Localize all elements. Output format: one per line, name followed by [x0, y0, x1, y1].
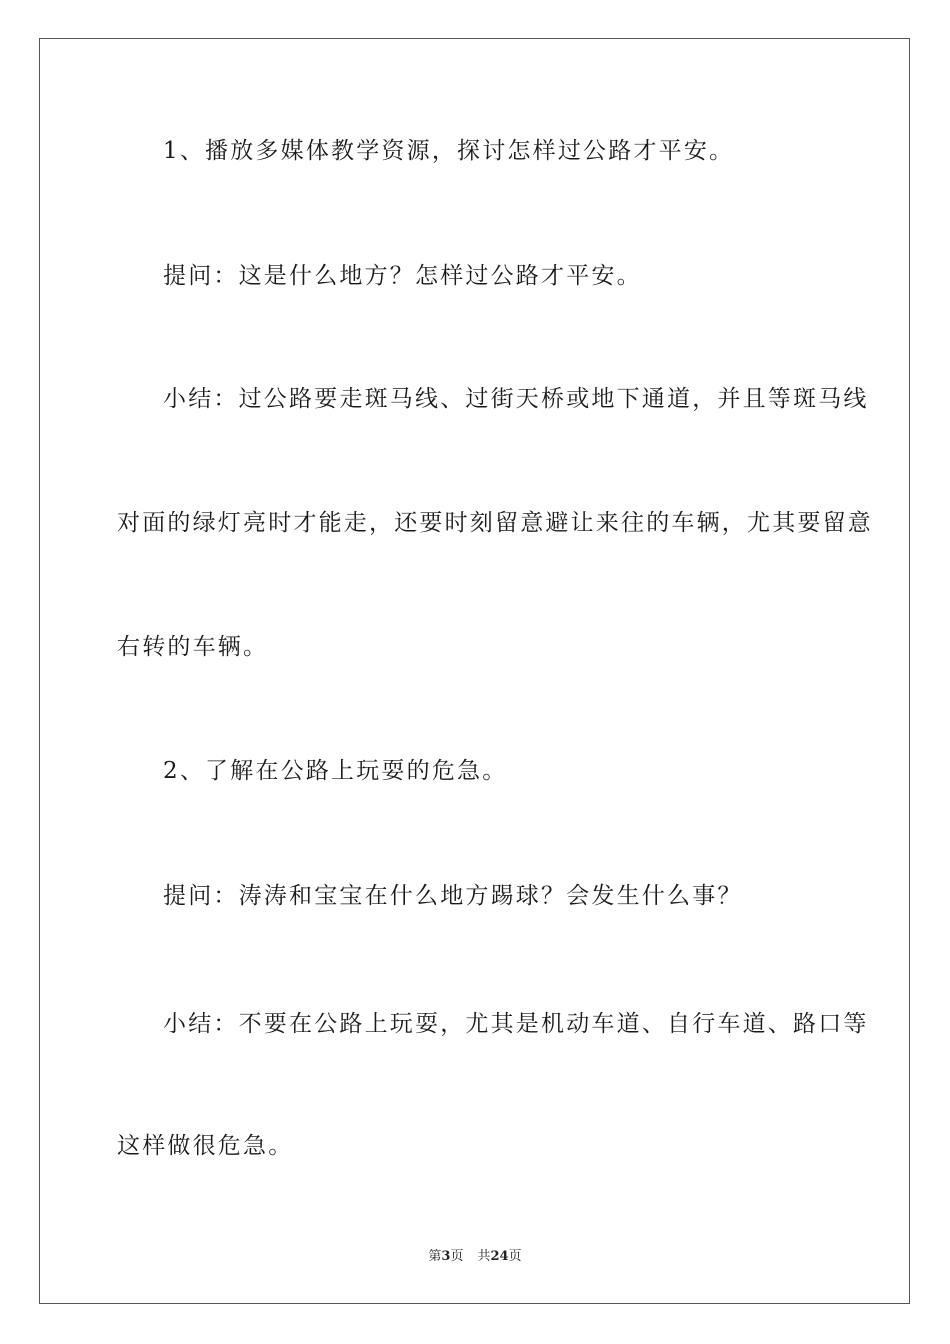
- footer-total-pages: 24: [490, 1249, 509, 1264]
- page-footer: [0, 1248, 950, 1266]
- footer-page-suffix: 页: [450, 1249, 464, 1264]
- paragraph-summary-1-line-2: 对面的绿灯亮时才能走，还要时刻留意避让来往的车辆，尤其要留意: [117, 510, 873, 536]
- footer-total-prefix: 共: [477, 1249, 491, 1264]
- paragraph-question-2: 提问：涛涛和宝宝在什么地方踢球？会发生什么事？: [163, 883, 743, 909]
- paragraph-summary-2-line-1: 小结：不要在公路上玩耍，尤其是机动车道、自行车道、路口等: [163, 1011, 869, 1037]
- paragraph-question-1: 提问：这是什么地方？怎样过公路才平安。: [163, 263, 642, 289]
- footer-total-suffix: 页: [508, 1249, 522, 1264]
- paragraph-step-2: 2、了解在公路上玩耍的危急。: [163, 758, 508, 784]
- footer-page-number: 3: [441, 1249, 451, 1264]
- page-border: [39, 38, 910, 1304]
- paragraph-step-1: 1、播放多媒体教学资源，探讨怎样过公路才平安。: [163, 138, 735, 164]
- footer-page-prefix: 第: [428, 1249, 442, 1264]
- paragraph-summary-1-line-3: 右转的车辆。: [117, 634, 269, 660]
- paragraph-summary-1-line-1: 小结：过公路要走斑马线、过街天桥或地下通道，并且等斑马线: [163, 386, 869, 412]
- paragraph-summary-2-line-2: 这样做很危急。: [117, 1133, 294, 1159]
